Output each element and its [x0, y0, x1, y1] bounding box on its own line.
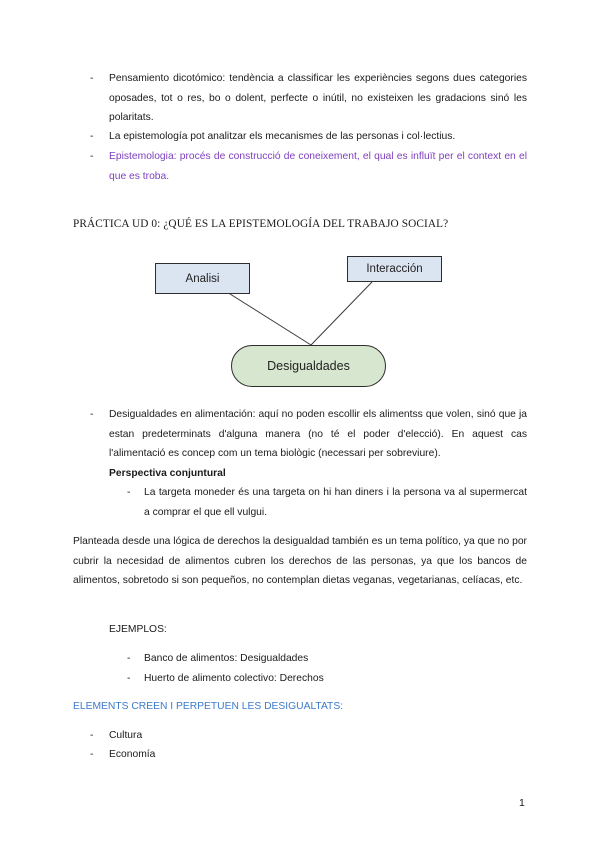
text-desigualdades: Desigualdades en alimentación: aquí no poden escollir els alimentss que volen, sinó que ja estan predeterminats d'alguna manera (no té el poder d'elecció). En aquest cas l'alimentació es concep com un tema biològic (necessari per sobreviure).	[109, 409, 527, 459]
paragraph-derechos: Planteada desde una lógica de derechos la desigualdad también es un tema político, ya que no por cubrir la necesidad de alimentos cubren los derechos de las personas, ya que los bancos de alimentos, sobretodo si son pequeños, no contemplan dietas veganas, vegetarianas, celíacas, etc.	[73, 536, 527, 586]
ejemplo-text: Banco de alimentos: Desigualdades	[144, 653, 309, 664]
box-interaccion: Interacción	[347, 256, 442, 282]
bullet-dash: -	[90, 151, 94, 162]
perspectiva-conjuntural: Perspectiva conjuntural	[109, 467, 226, 479]
sub-bullet-dash: -	[127, 653, 131, 664]
element-text: Cultura	[109, 730, 143, 741]
term-epistemologia: Epistemologia:	[109, 151, 177, 162]
sub-bullet-dash: -	[127, 673, 131, 684]
section-heading: PRÁCTICA UD 0: ¿QUÉ ES LA EPISTEMOLOGÍA DEL TRABAJO SOCIAL?	[73, 218, 449, 230]
ejemplos-label: EJEMPLOS:	[109, 624, 167, 635]
sub-bullet-dash: -	[127, 487, 131, 498]
text-epistemologia-def: procés de construcció de coneixement, el qual es influït per el context en el que es troba.	[109, 151, 527, 182]
bullet-dash: -	[90, 730, 94, 741]
text-targeta: La targeta moneder és una targeta on hi han diners i la persona va al supermercat a comprar el que ell vulgui.	[144, 487, 527, 518]
ejemplo-text: Huerto de alimento colectivo: Derechos	[144, 673, 324, 684]
bullet-dash: -	[90, 73, 94, 84]
text-epistemologia-analisi: La epistemología pot analitzar els mecanismes de las personas i col·lectius.	[109, 131, 456, 142]
connector-line-right	[311, 282, 372, 345]
element-text: Economía	[109, 749, 156, 760]
ellipse-desigualdades: Desigualdades	[231, 345, 386, 387]
box-analisi: Analisi	[155, 263, 250, 294]
text-pensamiento: tendència a classificar les experiències segons dues categories oposades, tot o res, bo o dolent, perfecte o inútil, no existeixen les gradacions sinó les polaritats.	[109, 73, 528, 123]
bullet-dash: -	[90, 131, 94, 142]
bullet-dash: -	[90, 409, 94, 420]
connector-line-left	[219, 287, 311, 345]
page-number: 1	[519, 797, 525, 809]
concept-diagram	[0, 250, 600, 400]
bullet-dash: -	[90, 749, 94, 760]
elements-heading: ELEMENTS CREEN I PERPETUEN LES DESIGUALTATS:	[73, 701, 344, 712]
term-pensamiento: Pensamiento dicotómico:	[109, 73, 226, 84]
